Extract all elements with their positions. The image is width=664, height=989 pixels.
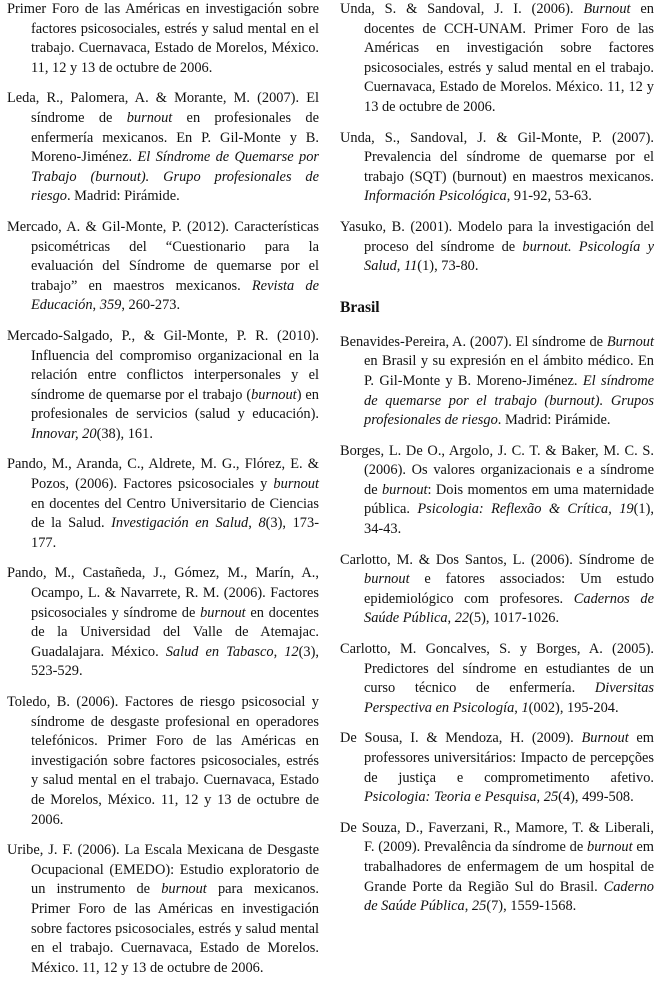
reference-text: (1), 34-43. [364,501,654,538]
reference-text: (3), 173-177. [31,515,319,551]
reference-entry-pando1 [7,455,319,553]
reference-entry-carlotto1 [340,551,654,629]
italic-text: burnout [126,109,173,126]
italic-text: burnout [251,386,297,403]
italic-text: Psicologia: Reflexão & Crítica [417,501,609,518]
reference-entry-yasuko [340,218,654,277]
reference-text: (1), 73-80. [417,258,479,275]
italic-text: Burnout [583,1,631,17]
italic-text: burnout [364,571,410,588]
reference-text: Uribe, J. F. (2006). La Escala Mexicana de Desgaste Ocupacional (EMEDO): Estudio exploratorio de un instrumento de [7,842,319,898]
reference-text: , [464,898,472,915]
italic-text: 22 [454,610,470,627]
reference-entry-desouza [340,819,654,917]
reference-text: , [447,610,455,627]
italic-text: burnout [161,881,207,898]
reference-text: Yasuko, B. (2001). Modelo para la investigación del proceso del síndrome de [340,218,654,255]
reference-entry-cont [7,0,319,78]
italic-text: Revista de Educación [31,277,319,314]
right-column-refs [340,0,654,277]
reference-text: De Souza, D., Faverzani, R., Mamore, T. & Liberali, F. (2009). Prevalência da síndrome de [340,819,654,856]
italic-text: 359 [99,297,122,314]
reference-text: (002), 195-204. [528,699,619,716]
italic-text: Burnout [581,730,629,747]
reference-text: Mercado, A. & Gil-Monte, P. (2012). Características psicométricas del “Cuestionario para la evaluación del Síndrome de quemarse por el trabajo” en maestros mexicanos. [7,218,319,294]
italic-text: 25 [543,789,559,806]
italic-text: 12 [284,643,299,660]
italic-text: 8 [258,515,266,532]
italic-text: 25 [471,898,487,915]
italic-text: burnout [587,839,633,856]
italic-text: Información Psicológica [364,188,507,205]
reference-text: Pando, M., Castañeda, J., Gómez, M., Marín, A., Ocampo, L. & Navarrete, R. M. (2006). Factores psicosociales y síndrome de [7,565,319,621]
italic-text: Innovar, 20 [31,425,97,442]
reference-text: em trabalhadores de enfermagem de um hospital de Grande Porte da Região Sul do Brasil. [364,839,654,895]
reference-text: , [248,515,259,532]
reference-text: . Madrid: Pirámide. [497,412,611,429]
reference-entry-pando2 [7,564,319,682]
reference-text: Pando, M., Aranda, C., Aldrete, M. G., Flórez, E. & Pozos, (2006). Factores psicosociales y [7,456,319,493]
reference-text: para mexicanos. Primer Foro de las Américas en investigación sobre factores psicosociales, estrés y salud mental en el trabajo. Cuernavaca, Estado de Morelos. México. 11, 12 y 13 de octubre de 2006. [31,881,319,976]
italic-text: 19 [619,501,634,518]
reference-text: Borges, L. De O., Argolo, J. C. T. & Baker, M. C. S. (2006). Os valores organizacionais e a síndrome de [340,442,654,498]
reference-text: (5), 1017-1026. [469,610,560,627]
italic-text: Investigación en Salud [111,515,249,532]
italic-text: 1 [521,699,529,716]
right-column [340,0,654,928]
brasil-refs [340,333,654,917]
reference-text: en profesionales de enfermería mexicanos. En P. Gil-Monte y B. Moreno-Jiménez. [31,109,319,166]
reference-text: Mercado-Salgado, P., & Gil-Monte, P. R. (2010). Influencia del compromiso organizacional en la relación entre conflictos interpersonales y el síndrome de quemarse por el trabajo ( [7,327,319,403]
reference-text: Unda, S. & Sandoval, J. I. (2006). [340,1,584,17]
italic-text: burnout [381,481,428,498]
reference-text: : Dois momentos em uma maternidade pública. [364,481,654,518]
reference-text: , [514,699,522,716]
italic-text: Salud en Tabasco [165,643,274,660]
reference-text: (7), 1559-1568. [486,898,577,915]
reference-entry-carlotto2 [340,640,654,718]
reference-text: , [608,501,620,518]
reference-text: Carlotto, M. & Dos Santos, L. (2006). Síndrome de [340,551,654,568]
italic-text: burnout [273,476,319,493]
reference-text: (38), 161. [96,425,153,442]
italic-text: Psicologia: Teoria e Pesquisa [364,789,537,806]
reference-entry-toledo [7,693,319,830]
reference-text: en docentes del Centro Universitario de Ciencias de la Salud. [31,495,319,532]
section-title-brasil: Brasil [340,298,380,316]
reference-text: e fatores associados: Um estudo epidemiológico com profesores. [364,571,654,607]
italic-text: burnout. Psicología y Salud, 11 [364,238,654,275]
reference-text: en docentes de CCH-UNAM. Primer Foro de las Américas en investigación sobre factores psicosociales, estrés y salud mental en el trabajo. Cuernavaca, Estado de Morelos. México. 11, 12 y 13 de octubre de 2006. [364,1,655,115]
reference-text: (4), 499-508. [558,789,634,806]
reference-entry-borges [340,442,654,540]
italic-text: Diversitas Perspectiva en Psicología [364,680,654,716]
reference-text: en docentes de la Universidad del Valle de Atemajac. Guadalajara. México. [31,604,320,660]
italic-text: Burnout [606,333,654,350]
reference-text: Primer Foro de las Américas en investigación sobre factores psicosociales, estrés y salud mental en el trabajo. Cuernavaca, Estado de Morelos, México. 11, 12 y 13 de octubre de 2006. [7,1,319,76]
reference-entry-mercado [7,218,319,316]
reference-text: . Madrid: Pirámide. [66,188,180,205]
italic-text: burnout [200,604,246,621]
reference-entry-uribe [7,841,319,978]
reference-text: em professores universitários: Impacto de percepções de justiça e comprometimento afetivo. [364,730,654,786]
reference-text: Leda, R., Palomera, A. & Morante, M. (2007). El síndrome de [7,90,319,126]
reference-entry-desousa [340,729,654,807]
reference-text: , [273,643,285,660]
italic-text: Cadernos de Saúde Pública [364,590,654,627]
reference-text: , 91-92, 53-63. [506,188,592,205]
reference-text: Benavides-Pereira, A. (2007). El síndrome de [340,333,607,350]
reference-text: ) en profesionales de servicios (salud y educación). [31,386,319,423]
reference-text: , 260-273. [121,297,181,314]
reference-text: Carlotto, M. Goncalves, S. y Borges, A. (2005). Predictores del síndrome en estudiantes de un curso técnico de enfermería. [340,641,654,697]
italic-text: Caderno de Saúde Pública [364,878,654,915]
reference-text: en Brasil y su expresión en el ámbito médico. En P. Gil-Monte y B. Moreno-Jiménez. [364,353,654,389]
reference-text: , [92,297,100,314]
reference-text: De Sousa, I. & Mendoza, H. (2009). [340,730,582,747]
italic-text: El Síndrome de Quemarse por Trabajo (burnout). Grupo profesionales de riesgo [31,149,319,205]
reference-text: , [536,789,544,806]
reference-entry-unda1 [340,0,654,118]
reference-text: (3), 523-529. [31,643,319,680]
reference-entry-unda2 [340,129,654,207]
reference-entry-leda [7,89,319,207]
reference-text: Toledo, B. (2006). Factores de riesgo psicosocial y síndrome de desgaste profesional en operadores telefónicos. Primer Foro de las Américas en investigación sobre factores psicosociales, estrés y salud mental en el trabajo. Cuernavaca, Estado de Morelos, México. 11, 12 y 13 de octubre de 2006. [7,694,319,828]
reference-text: Unda, S., Sandoval, J. & Gil-Monte, P. (2007). Prevalencia del síndrome de quemarse por el trabajo (SQT) (burnout) en maestros mexicanos. [340,129,654,185]
left-column [7,0,319,989]
reference-entry-mercado-salgado [7,327,319,445]
reference-entry-benavides [340,333,654,431]
italic-text: El síndrome de quemarse por el trabajo (burnout). Grupos profesionales de riesgo [364,372,654,429]
